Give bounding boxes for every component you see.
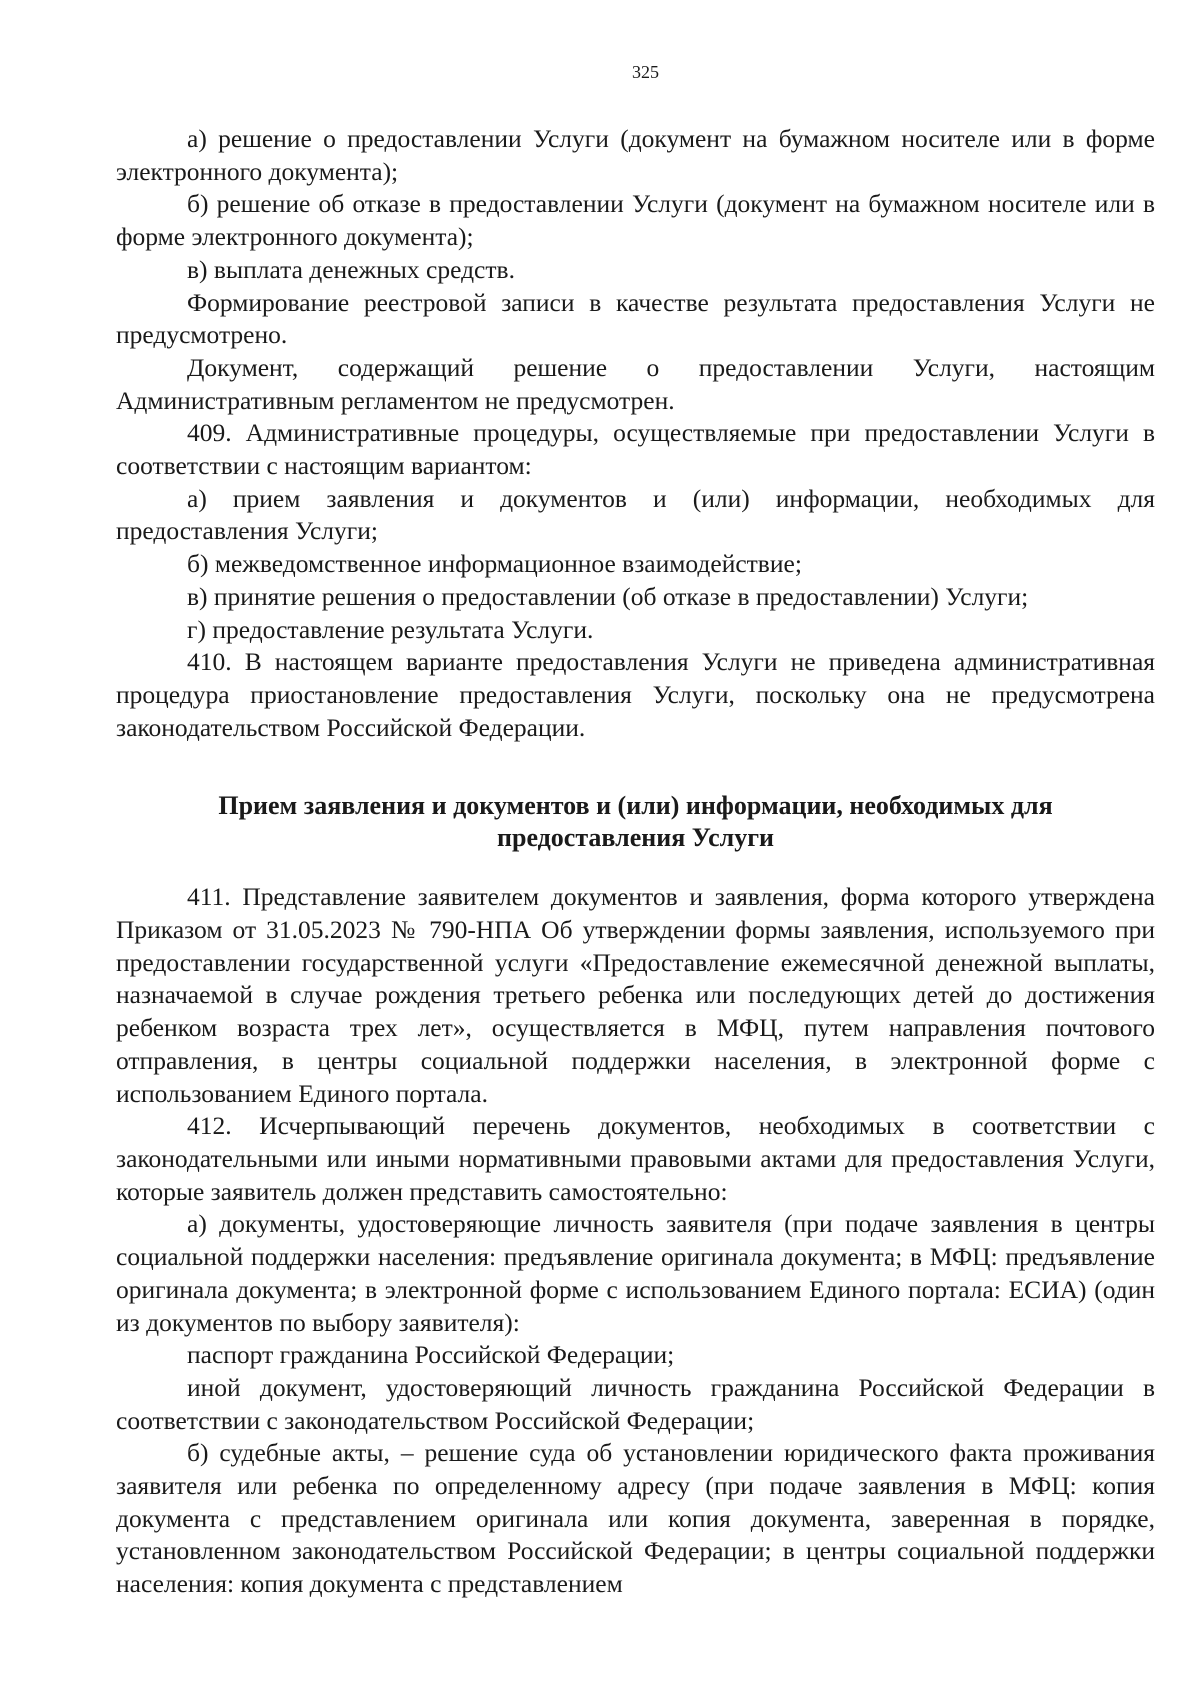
section-heading-line-1: Прием заявления и документов и (или) информации, необходимых для [218,791,1053,821]
paragraph-409: 409. Административные процедуры, осуществляемые при предоставлении Услуги в соответствии с настоящим вариантом: [116,418,1155,481]
paragraph-decision-document: Документ, содержащий решение о предоставлении Услуги, настоящим Административным регламентом не предусмотрен. [116,352,1155,415]
paragraph-412: 412. Исчерпывающий перечень документов, необходимых в соответствии с законодательными или иными нормативными правовыми актами для предоставления Услуги, которые заявитель должен представить самостоятельно: [116,1111,1155,1206]
paragraph-411: 411. Представление заявителем документов и заявления, форма которого утверждена Приказом от 31.05.2023 № 790-НПА Об утверждении формы заявления, используемого при предоставлении государственной услуги «Предоставление ежемесячной денежной выплаты, назначаемой в случае рождения третьего ребенка или последующих детей до достижения ребенком возраста трех лет», осуществляется в МФЦ, путем направления почтового отправления, в центры социальной поддержки населения, в электронной форме с использованием Единого портала. [116,882,1155,1108]
section-heading [116,790,1155,854]
paragraph-409-c: в) принятие решения о предоставлении (об отказе в предоставлении) Услуги; [187,581,1029,611]
paragraph-412-a: а) документы, удостоверяющие личность заявителя (при подаче заявления в центры социальной поддержки населения: предъявление оригинала документа; в МФЦ: предъявление оригинала документа; в электронной форме с использованием Единого портала: ЕСИА) (один из документов по выбору заявителя): [116,1209,1155,1337]
paragraph-410: 410. В настоящем варианте предоставления Услуги не приведена административная процедура приостановление предоставления Услуги, поскольку она не предусмотрена законодательством Российской Федерации. [116,647,1155,742]
paragraph-409-d: г) предоставление результата Услуги. [187,614,594,644]
section-heading-line-2: предоставления Услуги [497,823,774,853]
paragraph-412-b: б) судебные акты, – решение суда об установлении юридического факта проживания заявителя или ребенка по определенному адресу (при подаче заявления в МФЦ: копия документа с представлением оригинала или копия документа, заверенная в порядке, установленном законодательством Российской Федерации; в центры социальной поддержки населения: копия документа с представлением [116,1438,1155,1599]
paragraph-result-c: в) выплата денежных средств. [187,254,515,284]
paragraph-passport: паспорт гражданина Российской Федерации; [187,1340,675,1370]
paragraph-result-a: а) решение о предоставлении Услуги (документ на бумажном носителе или в форме электронного документа); [116,124,1155,186]
paragraph-registry-record: Формирование реестровой записи в качестве результата предоставления Услуги не предусмотрено. [116,287,1155,350]
paragraph-result-b: б) решение об отказе в предоставлении Услуги (документ на бумажном носителе или в форме электронного документа); [116,189,1155,252]
paragraph-409-a: а) прием заявления и документов и (или) информации, необходимых для предоставления Услуги; [116,483,1155,546]
page-number: 325 [632,62,659,82]
paragraph-409-b: б) межведомственное информационное взаимодействие; [187,549,802,579]
paragraph-other-id: иной документ, удостоверяющий личность гражданина Российской Федерации в соответствии с законодательством Российской Федерации; [116,1372,1155,1435]
